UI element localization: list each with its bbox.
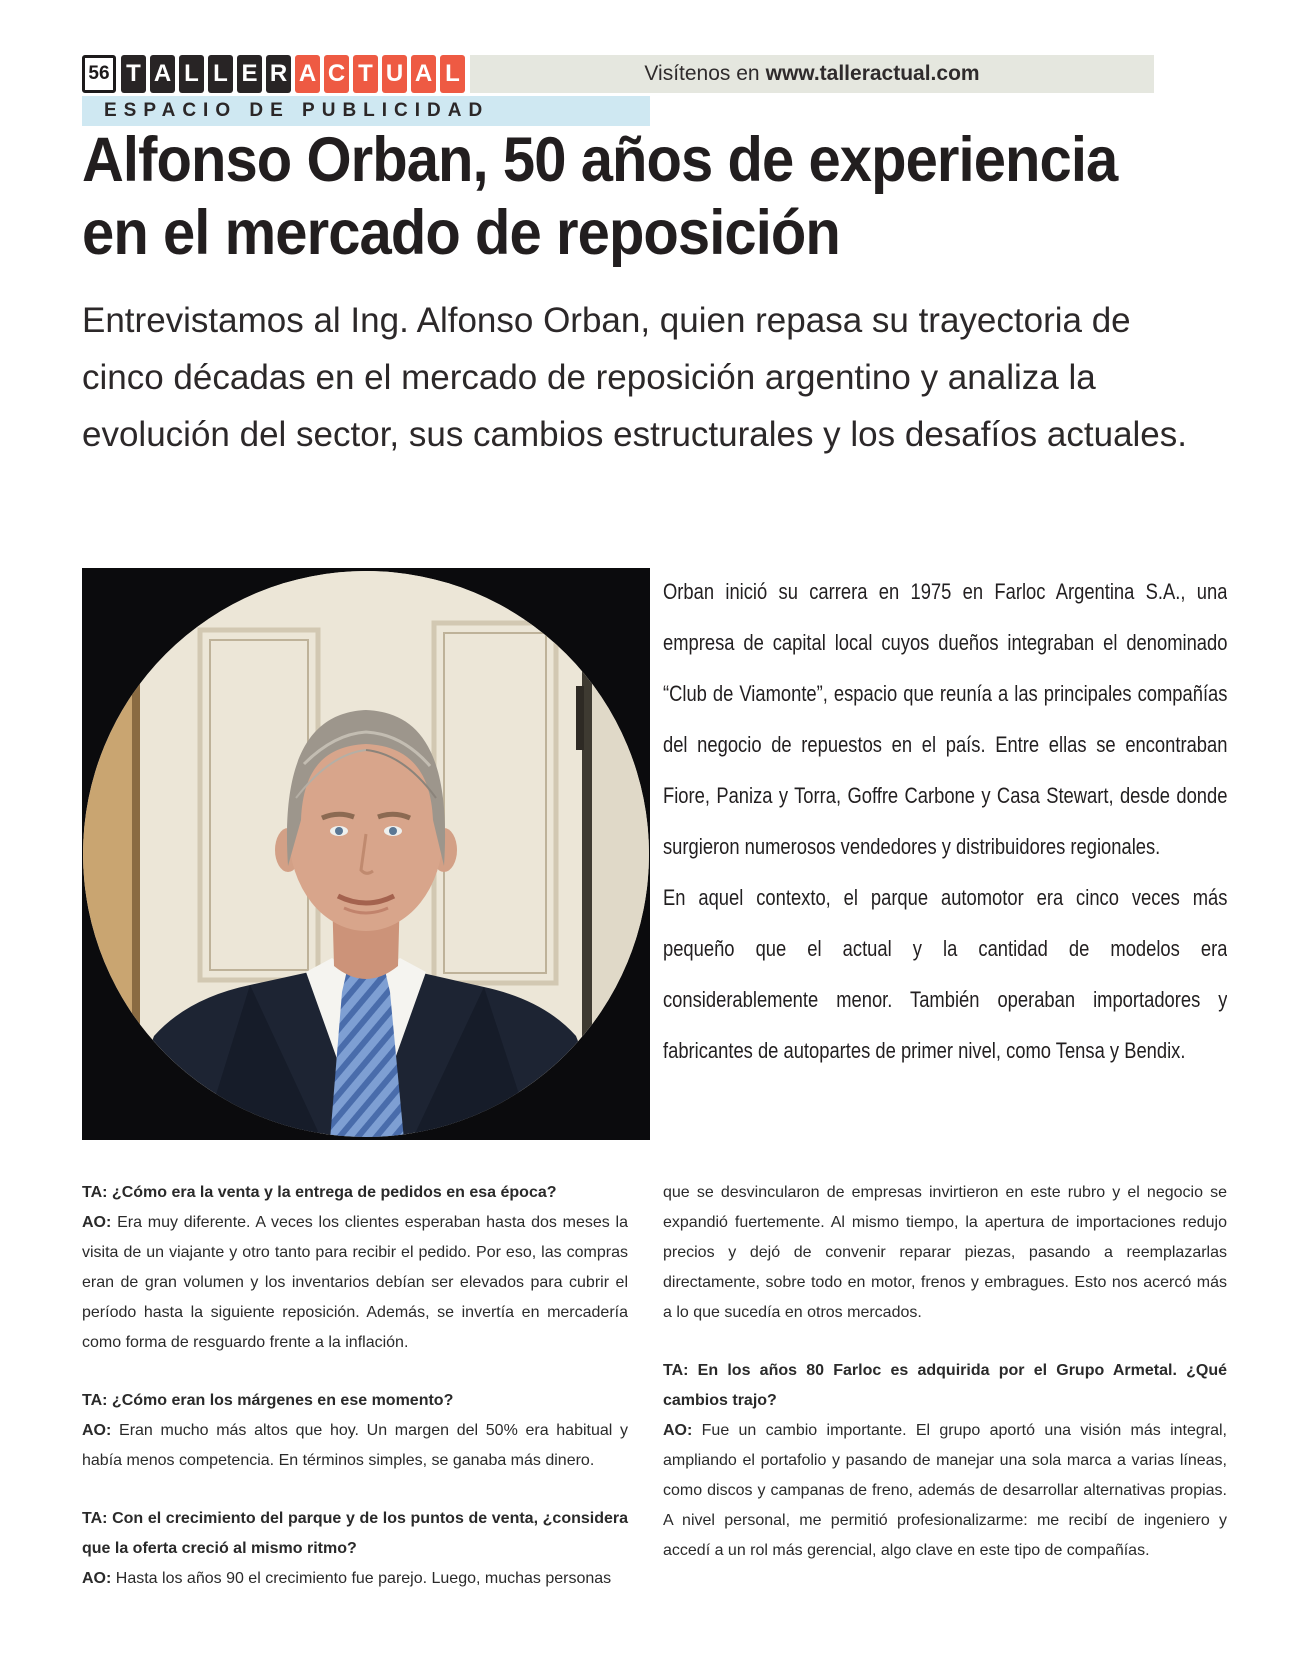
portrait-photo (82, 568, 650, 1140)
logo-tile: R (266, 55, 291, 93)
visit-url[interactable]: www.talleractual.com (765, 62, 980, 85)
ad-space-banner (82, 96, 650, 126)
magazine-logo (121, 55, 465, 93)
title-line-1: Alfonso Orban, 50 años de experiencia (82, 125, 1118, 195)
title-line-2: en el mercado de reposición (82, 198, 840, 268)
question-3: TA: Con el crecimiento del parque y de los puntos de venta, ¿considera que la oferta creció al mismo ritmo? (82, 1510, 628, 1557)
article-intro: Entrevistamos al Ing. Alfonso Orban, quien repasa su trayectoria de cinco décadas en el mercado de reposición argentino y analiza la evolución del sector, sus cambios estructurales y los desafíos actuales. (82, 301, 1187, 454)
answer-3: AO: Hasta los años 90 el crecimiento fue parejo. Luego, muchas personas (82, 1570, 612, 1587)
logo-tile: L (179, 55, 204, 93)
paragraph-gap (82, 1476, 628, 1504)
interview-column-right (663, 1178, 1227, 1566)
visit-bar (470, 55, 1154, 93)
bio-paragraph-2: En aquel contexto, el parque automotor era cinco veces más pequeño que el actual y la cantidad de modelos era considerablemente menor. También operaban importadores y fabricantes de autopartes de primer nivel, como Tensa y Bendix. (663, 885, 1227, 1063)
paragraph-gap (663, 1328, 1227, 1356)
logo-tile: C (324, 55, 349, 93)
logo-tile: T (121, 55, 146, 93)
bio-paragraph-1: Orban inició su carrera en 1975 en Farloc Argentina S.A., una empresa de capital local cuyos dueños integraban el denominado “Club de Viamonte”, espacio que reunía a las principales compañías del negocio de repuestos en el país. Entre ellas se encontraban Fiore, Paniza y Torra, Goffre Carbone y Casa Stewart, desde donde surgieron numerosos vendedores y distribuidores regionales. (663, 579, 1227, 859)
continuation-paragraph: que se desvincularon de empresas invirtieron en este rubro y el negocio se expandió fuertemente. Al mismo tiempo, la apertura de importaciones redujo precios y dejó de convenir reparar piezas, pasando a reemplazarlas directamente, sobre todo en motor, frenos y embragues. Esto nos acercó más a lo que sucedía en otros mercados. (663, 1184, 1227, 1321)
ad-space-banner-label: ESPACIO DE PUBLICIDAD (104, 100, 490, 121)
article-title (82, 124, 1223, 270)
page-number: 56 (82, 55, 116, 93)
logo-tile: L (208, 55, 233, 93)
logo-tile: A (295, 55, 320, 93)
logo-tile: A (150, 55, 175, 93)
question-1: TA: ¿Cómo era la venta y la entrega de pedidos en esa época? (82, 1184, 557, 1201)
logo-tile: L (440, 55, 465, 93)
logo-tile: U (382, 55, 407, 93)
question-4: TA: En los años 80 Farloc es adquirida por el Grupo Armetal. ¿Qué cambios trajo? (663, 1362, 1227, 1409)
logo-tile: E (237, 55, 262, 93)
answer-1: AO: Era muy diferente. A veces los clientes esperaban hasta dos meses la visita de un viajante y otro tanto para recibir el pedido. Por eso, las compras eran de gran volumen y los inventarios debían ser elevados para cubrir el período hasta la siguiente reposición. Además, se invertía en mercadería como forma de resguardo frente a la inflación. (82, 1214, 628, 1351)
question-2: TA: ¿Cómo eran los márgenes en ese momento? (82, 1392, 454, 1409)
visit-text: Visítenos en (644, 62, 760, 85)
logo-tile: T (353, 55, 378, 93)
interview-column-left (82, 1178, 628, 1594)
answer-2: AO: Eran mucho más altos que hoy. Un margen del 50% era habitual y había menos competencia. En términos simples, se ganaba más dinero. (82, 1422, 629, 1469)
answer-4: AO: Fue un cambio importante. El grupo aportó una visión más integral, ampliando el portafolio y pasando de manejar una sola marca a varias líneas, como discos y campanas de freno, además de desarrollar alternativas propias. A nivel personal, me permitió profesionalizarme: me recibí de ingeniero y accedí a un rol más gerencial, algo clave en este tipo de compañías. (663, 1422, 1227, 1559)
bio-column (663, 566, 1227, 1184)
logo-tile: A (411, 55, 436, 93)
paragraph-gap (82, 1358, 628, 1386)
